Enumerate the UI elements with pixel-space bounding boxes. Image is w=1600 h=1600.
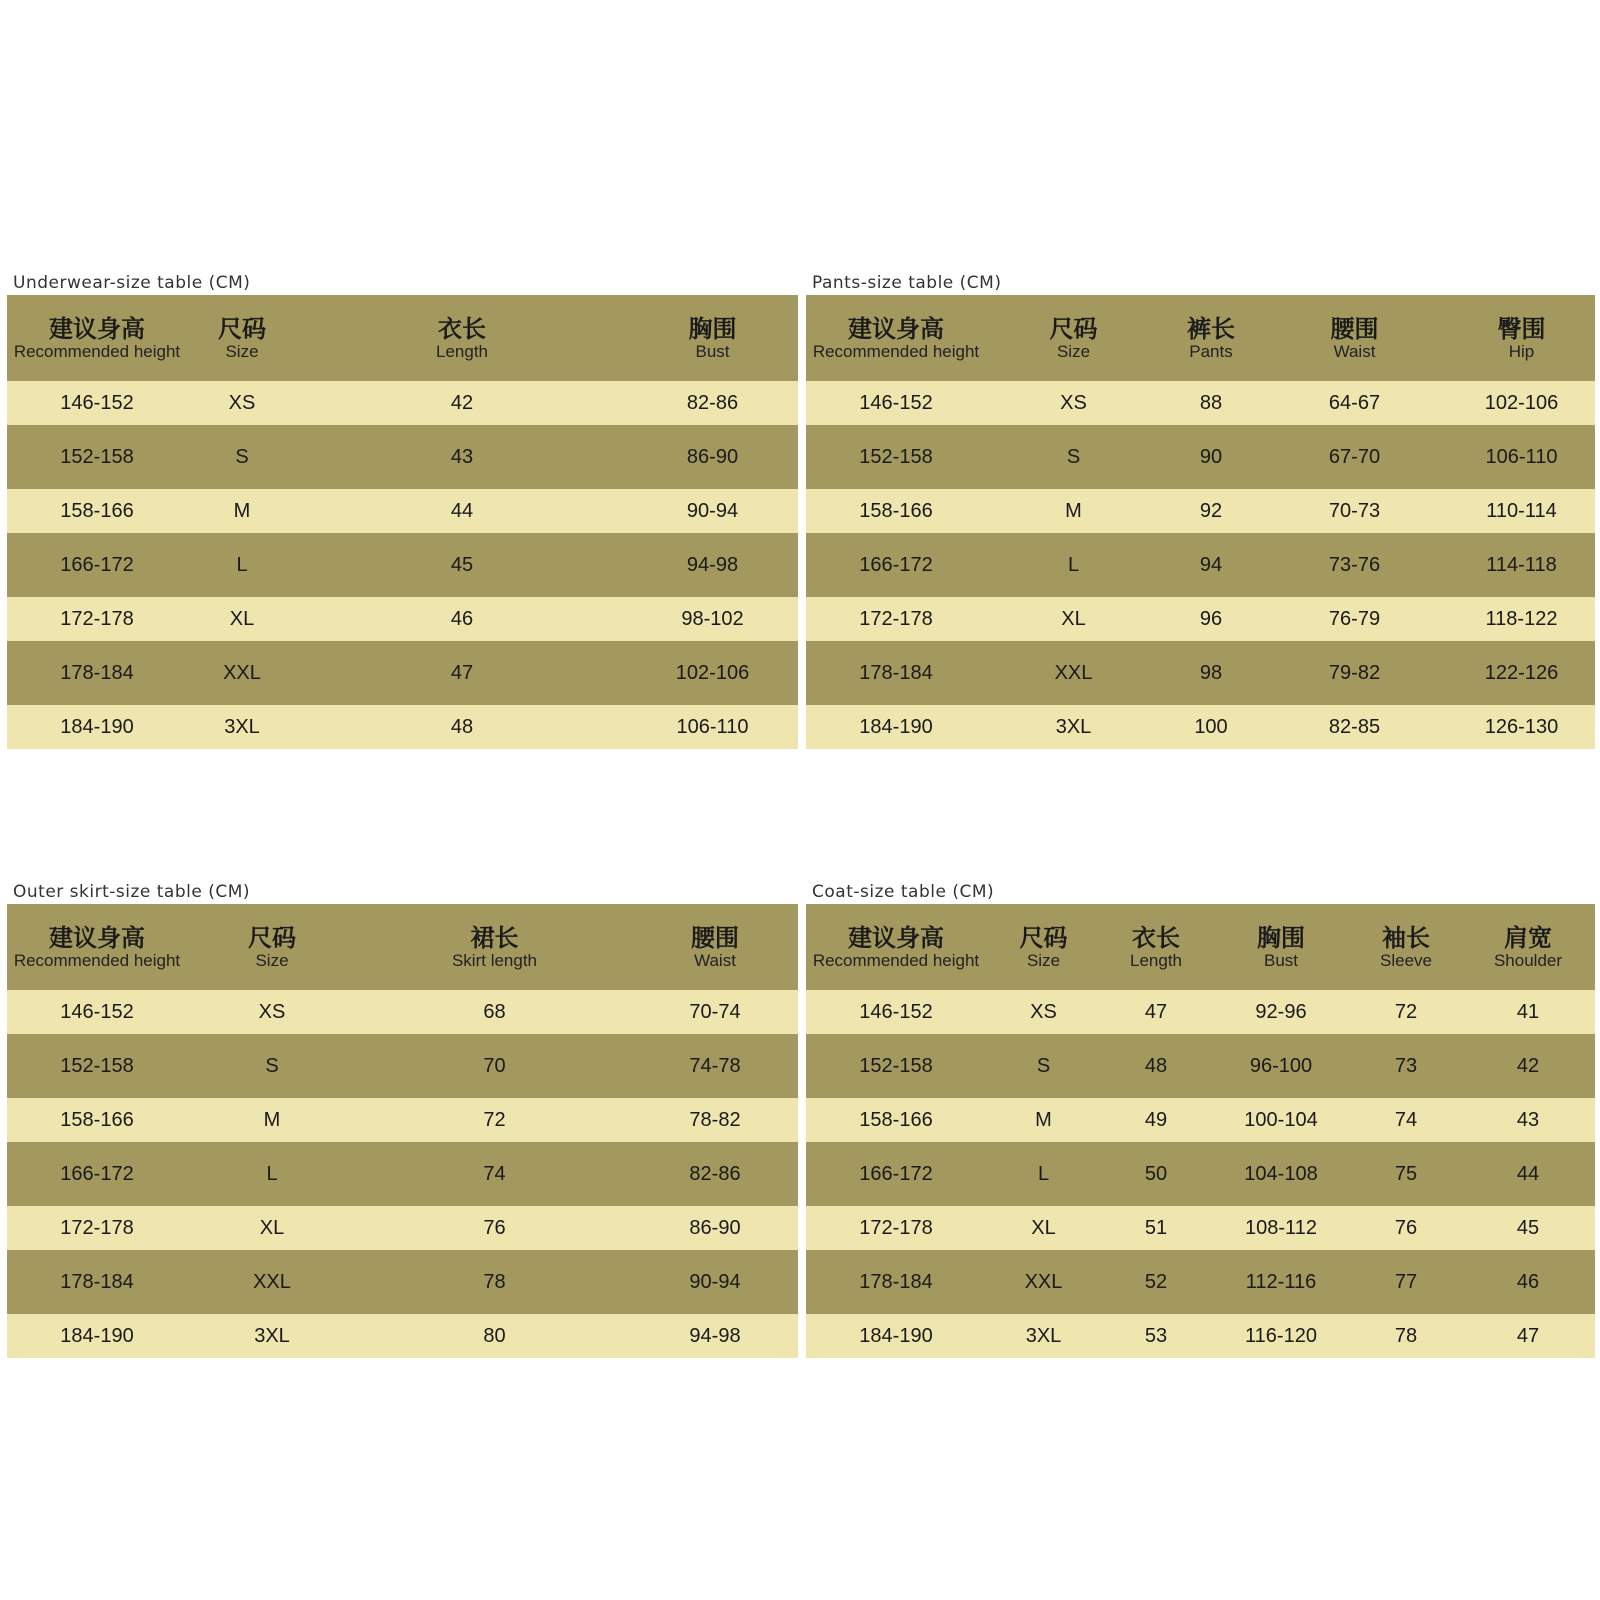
table-header xyxy=(7,295,798,381)
header-label-en: Waist xyxy=(1333,342,1376,361)
pants-size-panel xyxy=(806,271,1595,749)
table-cell: 43 xyxy=(450,445,474,468)
table-cell: 104-108 xyxy=(1244,1162,1318,1185)
table-cell: 100 xyxy=(1194,715,1228,738)
table-cell: M xyxy=(1065,499,1082,522)
header-cell xyxy=(297,315,627,361)
table-cell: 184-190 xyxy=(60,1324,134,1347)
table-row xyxy=(7,533,798,597)
table-cell: 96 xyxy=(1199,607,1223,630)
table-cell: 184-190 xyxy=(859,1324,933,1347)
table-cell: 46 xyxy=(1516,1270,1540,1293)
table-cell: 70-73 xyxy=(1328,499,1381,522)
table-cell: 46 xyxy=(450,607,474,630)
table-row xyxy=(806,1142,1595,1206)
table-row xyxy=(806,641,1595,705)
table-cell: XXL xyxy=(1054,661,1093,684)
table-cell: 73 xyxy=(1394,1054,1418,1077)
header-label-en: Hip xyxy=(1508,342,1535,361)
header-cell xyxy=(187,315,297,361)
table-cell: S xyxy=(1066,445,1081,468)
header-label-zh: 衣长 xyxy=(1132,924,1180,952)
table-cell: 80 xyxy=(483,1324,506,1347)
table-cell: 78 xyxy=(1394,1324,1418,1347)
table-header xyxy=(7,904,798,990)
table-row xyxy=(806,425,1595,489)
table-cell: 152-158 xyxy=(60,1054,134,1077)
table-cell: 146-152 xyxy=(60,1000,134,1023)
header-label-zh: 建议身高 xyxy=(49,924,145,952)
header-cell xyxy=(357,924,632,970)
table-row xyxy=(7,990,798,1034)
underwear-size-table xyxy=(7,295,798,749)
table-cell: 72 xyxy=(1394,1000,1418,1023)
header-label-en: Recommended height xyxy=(812,342,980,361)
table-cell: 178-184 xyxy=(859,1270,933,1293)
table-cell: 78 xyxy=(483,1270,506,1293)
table-cell: 146-152 xyxy=(859,1000,933,1023)
table-cell: XS xyxy=(1060,391,1087,414)
table-row xyxy=(806,1250,1595,1314)
table-cell: 178-184 xyxy=(60,1270,134,1293)
table-cell: 172-178 xyxy=(859,607,933,630)
table-cell: 48 xyxy=(1144,1054,1168,1077)
table-cell: 42 xyxy=(1516,1054,1540,1077)
table-cell: 79-82 xyxy=(1328,661,1381,684)
table-cell: 92 xyxy=(1199,499,1223,522)
table-cell: 3XL xyxy=(1055,715,1092,738)
table-cell: XXL xyxy=(223,661,261,684)
header-label-zh: 建议身高 xyxy=(848,315,944,343)
table-cell: 158-166 xyxy=(859,499,933,522)
header-label-en: Pants xyxy=(1189,342,1233,361)
table-cell: 166-172 xyxy=(60,1162,134,1185)
header-label-zh: 胸围 xyxy=(1257,924,1305,952)
table-cell: 48 xyxy=(450,715,474,738)
table-cell: 102-106 xyxy=(1484,391,1559,414)
header-label-zh: 建议身高 xyxy=(49,315,145,343)
table-cell: L xyxy=(1067,553,1080,576)
header-label-en: Size xyxy=(255,951,289,970)
header-cell xyxy=(986,924,1101,970)
table-cell: 166-172 xyxy=(859,1162,933,1185)
header-cell xyxy=(806,315,986,361)
header-label-en: Skirt length xyxy=(451,951,538,970)
table-cell: L xyxy=(236,553,248,576)
table-cell: 112-116 xyxy=(1245,1270,1317,1293)
table-cell: 77 xyxy=(1394,1270,1418,1293)
outer-skirt-size-table xyxy=(7,904,798,1358)
table-row xyxy=(806,1314,1595,1358)
table-cell: 158-166 xyxy=(60,499,134,522)
header-label-en: Recommended height xyxy=(812,951,980,970)
table-row xyxy=(806,705,1595,749)
table-cell: 110-114 xyxy=(1486,499,1557,522)
table-cell: 76 xyxy=(483,1216,506,1239)
table-cell: 82-86 xyxy=(686,391,739,414)
table-cell: 47 xyxy=(450,661,474,684)
underwear-table-title: Underwear-size table (CM) xyxy=(13,273,251,293)
table-cell: 94-98 xyxy=(689,1324,741,1347)
table-cell: 41 xyxy=(1516,1000,1540,1023)
table-cell: S xyxy=(235,445,249,468)
header-label-en: Recommended height xyxy=(13,342,181,361)
table-cell: 43 xyxy=(1516,1108,1540,1131)
table-row xyxy=(7,489,798,533)
table-row xyxy=(7,381,798,425)
header-cell xyxy=(1448,315,1595,361)
table-row xyxy=(806,1098,1595,1142)
table-row xyxy=(7,1250,798,1314)
header-label-zh: 衣长 xyxy=(438,315,486,343)
table-row xyxy=(7,1206,798,1250)
header-cell xyxy=(1261,315,1448,361)
table-cell: 68 xyxy=(483,1000,506,1023)
table-cell: 82-86 xyxy=(689,1162,741,1185)
table-cell: 45 xyxy=(1516,1216,1540,1239)
table-row xyxy=(7,705,798,749)
table-cell: 74 xyxy=(483,1162,506,1185)
table-cell: 108-112 xyxy=(1245,1216,1317,1239)
table-cell: XXL xyxy=(1024,1270,1063,1293)
table-cell: 52 xyxy=(1144,1270,1168,1293)
table-row xyxy=(806,381,1595,425)
header-label-zh: 肩宽 xyxy=(1504,924,1552,952)
header-label-zh: 腰围 xyxy=(691,924,739,952)
table-row xyxy=(806,1034,1595,1098)
header-cell xyxy=(627,315,798,361)
table-cell: L xyxy=(1037,1162,1050,1185)
table-cell: 49 xyxy=(1144,1108,1168,1131)
table-cell: M xyxy=(263,1108,281,1131)
table-cell: 94-98 xyxy=(686,553,739,576)
header-cell xyxy=(187,924,357,970)
table-cell: S xyxy=(1036,1054,1051,1077)
table-cell: 44 xyxy=(450,499,474,522)
table-cell: 172-178 xyxy=(60,1216,134,1239)
header-cell xyxy=(1351,924,1461,970)
table-cell: 96-100 xyxy=(1249,1054,1313,1077)
table-cell: 152-158 xyxy=(859,1054,933,1077)
table-cell: XS xyxy=(1030,1000,1057,1023)
header-label-en: Waist xyxy=(694,951,736,970)
table-cell: 73-76 xyxy=(1328,553,1381,576)
table-cell: 166-172 xyxy=(859,553,933,576)
table-cell: 78-82 xyxy=(689,1108,741,1131)
table-row xyxy=(806,1206,1595,1250)
table-cell: 94 xyxy=(1199,553,1223,576)
table-cell: 72 xyxy=(483,1108,506,1131)
table-cell: 100-104 xyxy=(1244,1108,1318,1131)
table-header xyxy=(806,904,1595,990)
table-cell: 74 xyxy=(1394,1108,1418,1131)
table-cell: 118-122 xyxy=(1485,607,1558,630)
table-cell: 106-110 xyxy=(1485,445,1558,468)
header-label-en: Bust xyxy=(695,342,730,361)
table-cell: 86-90 xyxy=(689,1216,741,1239)
header-label-zh: 尺码 xyxy=(1049,315,1098,343)
table-row xyxy=(7,1142,798,1206)
header-label-en: Size xyxy=(1026,951,1061,970)
table-row xyxy=(7,641,798,705)
table-cell: 184-190 xyxy=(60,715,134,738)
header-label-en: Size xyxy=(225,342,259,361)
table-cell: 44 xyxy=(1516,1162,1540,1185)
header-label-zh: 臀围 xyxy=(1497,315,1546,343)
table-cell: 47 xyxy=(1144,1000,1168,1023)
table-cell: 146-152 xyxy=(60,391,134,414)
table-cell: 74-78 xyxy=(689,1054,741,1077)
table-cell: 126-130 xyxy=(1484,715,1559,738)
table-cell: 146-152 xyxy=(859,391,933,414)
header-cell xyxy=(1101,924,1211,970)
table-cell: 152-158 xyxy=(859,445,933,468)
table-cell: 3XL xyxy=(254,1324,290,1347)
table-cell: M xyxy=(233,499,251,522)
header-label-en: Bust xyxy=(1263,951,1299,970)
table-cell: XL xyxy=(1061,607,1086,630)
table-cell: 102-106 xyxy=(675,661,750,684)
coat-table-title: Coat-size table (CM) xyxy=(812,882,995,902)
table-cell: 51 xyxy=(1144,1216,1168,1239)
header-cell xyxy=(1461,924,1595,970)
table-cell: 47 xyxy=(1516,1324,1540,1347)
table-cell: 50 xyxy=(1144,1162,1168,1185)
table-cell: 76 xyxy=(1394,1216,1418,1239)
table-row xyxy=(806,990,1595,1034)
outer-skirt-table-title: Outer skirt-size table (CM) xyxy=(13,882,251,902)
table-cell: 114-118 xyxy=(1486,553,1557,576)
table-row xyxy=(7,1098,798,1142)
table-row xyxy=(7,1034,798,1098)
table-cell: 152-158 xyxy=(60,445,134,468)
header-label-zh: 建议身高 xyxy=(848,924,944,952)
header-cell xyxy=(806,924,986,970)
table-cell: 90-94 xyxy=(689,1270,741,1293)
table-cell: 106-110 xyxy=(676,715,749,738)
header-cell xyxy=(1211,924,1351,970)
header-label-en: Size xyxy=(1056,342,1091,361)
table-cell: 3XL xyxy=(1025,1324,1062,1347)
table-cell: 76-79 xyxy=(1328,607,1381,630)
table-cell: 88 xyxy=(1199,391,1223,414)
table-cell: 53 xyxy=(1144,1324,1168,1347)
table-cell: 86-90 xyxy=(686,445,739,468)
table-cell: 98-102 xyxy=(681,607,744,630)
table-cell: 184-190 xyxy=(859,715,933,738)
header-label-en: Sleeve xyxy=(1380,951,1432,970)
header-cell xyxy=(632,924,798,970)
table-cell: 178-184 xyxy=(60,661,134,684)
table-cell: 67-70 xyxy=(1328,445,1381,468)
table-cell: 70 xyxy=(483,1054,506,1077)
table-cell: 158-166 xyxy=(60,1108,134,1131)
header-label-en: Length xyxy=(436,342,488,361)
table-row xyxy=(806,533,1595,597)
table-cell: 45 xyxy=(450,553,474,576)
table-cell: 92-96 xyxy=(1255,1000,1307,1023)
header-label-en: Recommended height xyxy=(13,951,181,970)
table-cell: XL xyxy=(1031,1216,1056,1239)
header-cell xyxy=(1161,315,1261,361)
header-label-zh: 腰围 xyxy=(1330,315,1379,343)
table-cell: XL xyxy=(229,607,255,630)
table-cell: XXL xyxy=(253,1270,291,1293)
table-cell: 90-94 xyxy=(686,499,739,522)
table-cell: 70-74 xyxy=(689,1000,741,1023)
table-cell: 3XL xyxy=(224,715,260,738)
table-cell: 75 xyxy=(1394,1162,1418,1185)
table-cell: 166-172 xyxy=(60,553,134,576)
table-cell: 172-178 xyxy=(859,1216,933,1239)
outer-skirt-size-panel xyxy=(7,880,798,1358)
table-cell: XS xyxy=(258,1000,286,1023)
table-cell: 42 xyxy=(450,391,474,414)
pants-table-title: Pants-size table (CM) xyxy=(812,273,1002,293)
table-row xyxy=(806,489,1595,533)
header-label-en: Length xyxy=(1130,951,1182,970)
table-cell: XL xyxy=(259,1216,285,1239)
header-label-zh: 尺码 xyxy=(218,315,266,343)
table-row xyxy=(7,425,798,489)
table-cell: 64-67 xyxy=(1328,391,1381,414)
table-cell: L xyxy=(266,1162,278,1185)
header-label-zh: 尺码 xyxy=(248,924,296,952)
table-cell: 90 xyxy=(1199,445,1223,468)
header-label-zh: 尺码 xyxy=(1019,924,1068,952)
table-cell: M xyxy=(1035,1108,1052,1131)
table-header xyxy=(806,295,1595,381)
underwear-size-panel xyxy=(7,271,798,749)
header-label-zh: 胸围 xyxy=(688,315,737,343)
table-cell: 98 xyxy=(1199,661,1223,684)
table-row xyxy=(7,1314,798,1358)
header-label-zh: 裤长 xyxy=(1187,315,1235,343)
table-cell: 158-166 xyxy=(859,1108,933,1131)
pants-size-table xyxy=(806,295,1595,749)
table-row xyxy=(806,597,1595,641)
coat-size-panel xyxy=(806,880,1595,1358)
header-cell xyxy=(7,924,187,970)
coat-size-table xyxy=(806,904,1595,1358)
table-cell: 172-178 xyxy=(60,607,134,630)
table-cell: S xyxy=(265,1054,279,1077)
header-label-zh: 裙长 xyxy=(470,924,519,952)
table-cell: 122-126 xyxy=(1484,661,1559,684)
table-cell: 178-184 xyxy=(859,661,933,684)
table-cell: XS xyxy=(228,391,256,414)
header-label-zh: 袖长 xyxy=(1382,924,1430,952)
header-label-en: Shoulder xyxy=(1493,951,1563,970)
table-cell: 82-85 xyxy=(1328,715,1381,738)
table-cell: 116-120 xyxy=(1245,1324,1317,1347)
header-cell xyxy=(7,315,187,361)
header-cell xyxy=(986,315,1161,361)
table-row xyxy=(7,597,798,641)
